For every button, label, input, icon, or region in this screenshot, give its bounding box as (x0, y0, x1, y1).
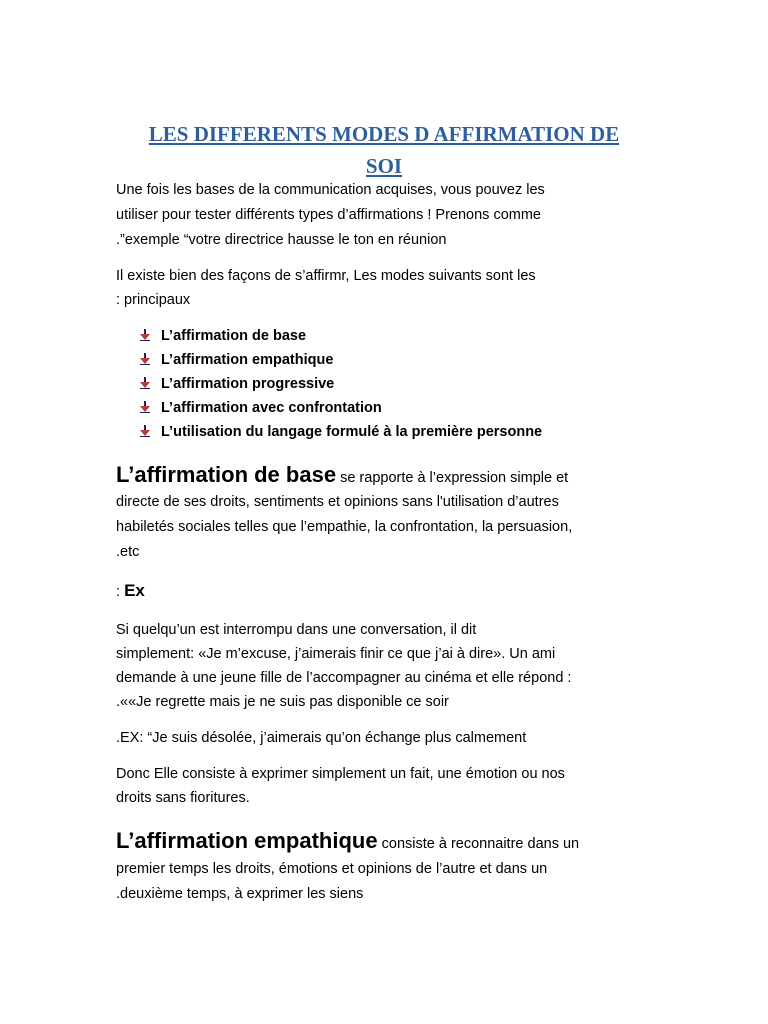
empathic-section-line: .deuxième temps, à exprimer les siens (116, 886, 364, 902)
mode-label: L’utilisation du langage formulé à la première personne (161, 424, 543, 440)
arrow-down-bullet-icon (138, 401, 152, 413)
title-line-2: SOI (365, 154, 403, 178)
base-section-text: se rapporte à l’expression simple et (336, 470, 569, 486)
example-line: demande à une jeune fille de l’accompagner au cinéma et elle répond : (116, 670, 572, 686)
intro-line: Une fois les bases de la communication acquises, vous pouvez les (116, 182, 545, 198)
mode-label: L’affirmation empathique (161, 352, 334, 368)
example-line: simplement: «Je m’excuse, j’aimerais finir ce que j’ai à dire». Un ami (116, 646, 556, 662)
modes-intro-line: Il existe bien des façons de s’affirmr, Les modes suivants sont les (116, 268, 536, 284)
ex-label-line (116, 581, 145, 601)
empathic-section-first-line (116, 828, 579, 854)
base-section-line: habiletés sociales telles que l’empathie, la confrontation, la persuasion, (116, 519, 573, 535)
ex-label: Ex (124, 581, 145, 600)
example-line: Si quelqu’un est interrompu dans une conversation, il dit (116, 622, 477, 638)
mode-list-item (138, 352, 333, 368)
intro-line: .”exemple “votre directrice hausse le ton en réunion (116, 232, 447, 248)
conclusion-line: droits sans fioritures. (116, 790, 250, 806)
empathic-section-heading: L’affirmation empathique (116, 828, 378, 853)
empathic-section-text: consiste à reconnaitre dans un (381, 836, 580, 852)
mode-list-item (138, 424, 542, 440)
base-section-first-line (116, 462, 568, 488)
intro-line: utiliser pour tester différents types d’affirmations ! Prenons comme (116, 207, 541, 223)
ex-label-prefix: : (116, 584, 125, 600)
document-title (110, 118, 658, 182)
base-section-line: .etc (116, 544, 140, 560)
arrow-down-bullet-icon (138, 377, 152, 389)
mode-list-item (138, 328, 306, 344)
mode-label: L’affirmation progressive (161, 376, 335, 392)
example2-line: .EX: “Je suis désolée, j’aimerais qu’on échange plus calmement (116, 730, 527, 746)
title-line-1: LES DIFFERENTS MODES D AFFIRMATION DE (148, 122, 620, 146)
example-line: .««Je regrette mais je ne suis pas disponible ce soir (116, 694, 449, 710)
arrow-down-bullet-icon (138, 329, 152, 341)
empathic-section-line: premier temps les droits, émotions et opinions de l’autre et dans un (116, 861, 548, 877)
modes-intro-line: : principaux (116, 292, 191, 308)
base-section-line: directe de ses droits, sentiments et opinions sans l'utilisation d’autres (116, 494, 559, 510)
arrow-down-bullet-icon (138, 425, 152, 437)
base-section-heading: L’affirmation de base (116, 462, 337, 487)
mode-label: L’affirmation avec confrontation (161, 400, 382, 416)
arrow-down-bullet-icon (138, 353, 152, 365)
mode-label: L’affirmation de base (161, 328, 307, 344)
mode-list-item (138, 400, 382, 416)
mode-list-item (138, 376, 334, 392)
conclusion-line: Donc Elle consiste à exprimer simplement un fait, une émotion ou nos (116, 766, 565, 782)
